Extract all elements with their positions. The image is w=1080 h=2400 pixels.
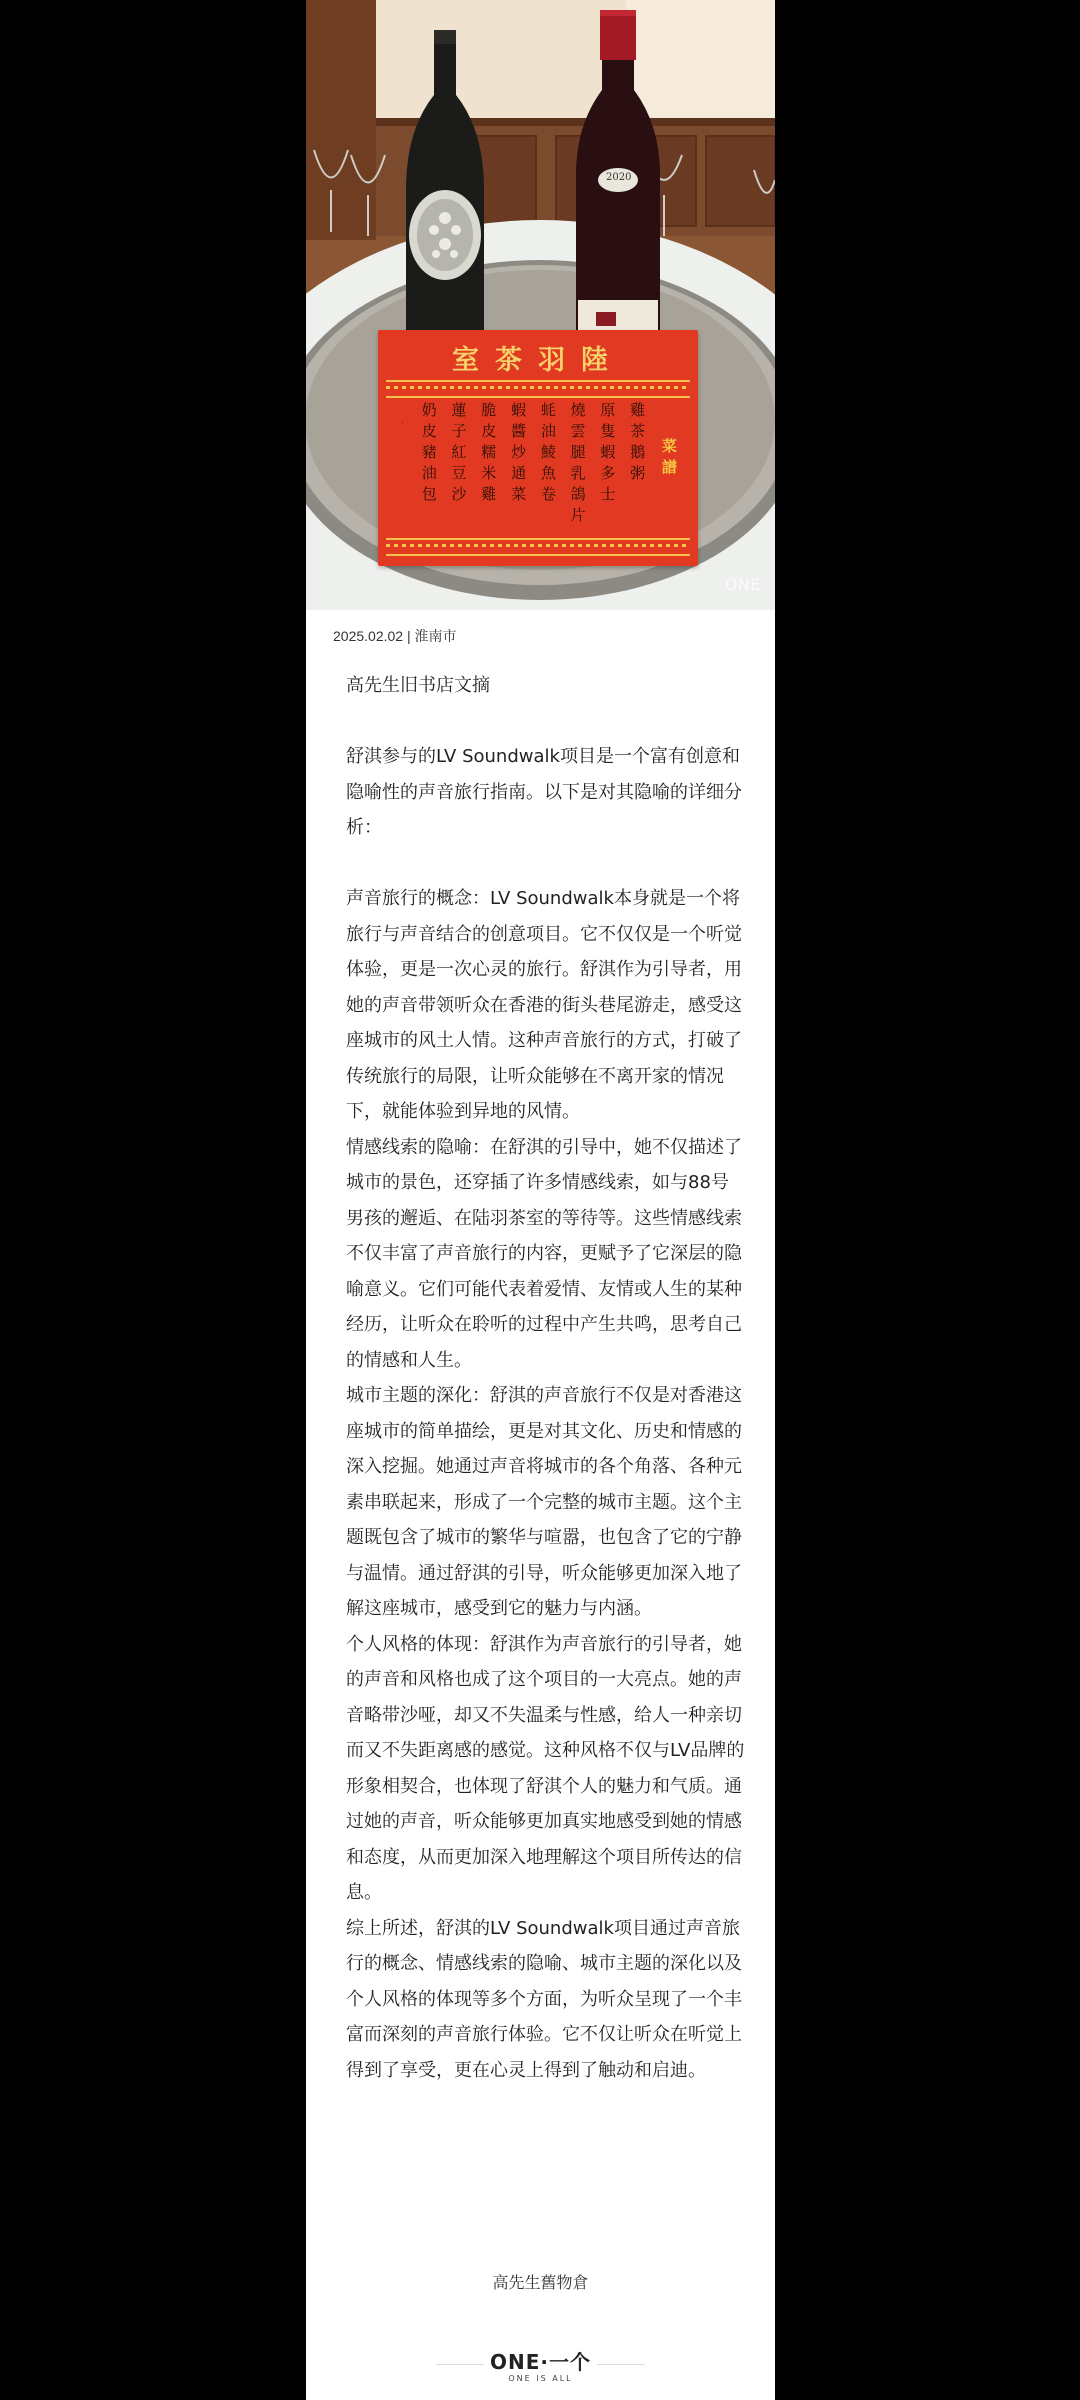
menu-item: 蓮子紅豆沙	[449, 402, 468, 507]
paragraph-gap	[346, 846, 746, 882]
menu-item: 蝦醬炒通菜	[509, 402, 528, 507]
article-paragraph: 声音旅行的概念：LV Soundwalk本身就是一个将旅行与声音结合的创意项目。它不仅仅是一个听觉体验，更是一次心灵的旅行。舒淇作为引导者，用她的声音带领听众在香港的街头巷尾游走，感受这座城市的风土人情。这种声音旅行的方式，打破了传统旅行的局限，让听众能够在不离开家的情况下，就能体验到异地的风情。	[346, 888, 742, 1122]
article-paragraph: 城市主题的深化：舒淇的声音旅行不仅是对香港这座城市的简单描绘，更是对其文化、历史和情感的深入挖掘。她通过声音将城市的各个角落、各种元素串联起来，形成了一个完整的城市主题。这个主题既包含了城市的繁华与喧嚣，也包含了它的宁静与温情。通过舒淇的引导，听众能够更加深入地了解这座城市，感受到它的魅力与内涵。	[346, 1385, 742, 1619]
footer-brand	[306, 2340, 775, 2390]
article-paragraph: 个人风格的体现：舒淇作为声音旅行的引导者，她的声音和风格也成了这个项目的一大亮点。她的声音略带沙哑，却又不失温柔与性感，给人一种亲切而又不失距离感的感觉。这种风格不仅与LV品牌的形象相契合，也体现了舒淇个人的魅力和气质。通过她的声音，听众能够更加真实地感受到她的情感和态度，从而更加深入地理解这个项目所传达的信息。	[346, 1633, 745, 1903]
article-body	[346, 668, 746, 2088]
menu-border-bottom	[386, 538, 690, 556]
menu-card	[378, 330, 698, 566]
menu-item: 原隻蝦多士	[598, 402, 617, 507]
menu-item: 燒雲腿乳鴿片	[568, 402, 587, 528]
date-location: 2025.02.02 | 淮南市	[333, 628, 457, 644]
menu-item: 蚝油鯪魚卷	[538, 402, 557, 507]
menu-border-top	[386, 380, 690, 398]
article-photo[interactable]	[306, 0, 775, 610]
article-paragraph: 情感线索的隐喻：在舒淇的引导中，她不仅描述了城市的景色，还穿插了许多情感线索，如与88号男孩的邂逅、在陆羽茶室的等待等。这些情感线索不仅丰富了声音旅行的内容，更赋予了它深层的隐喻意义。它们可能代表着爱情、友情或人生的某种经历，让听众在聆听的过程中产生共鸣，思考自己的情感和人生。	[346, 1136, 742, 1371]
paragraph-gap	[346, 704, 746, 740]
bottle-year-label: 2020	[606, 172, 632, 183]
menu-item: 脆皮糯米雞	[479, 402, 498, 507]
one-tagline: ONE IS ALL	[508, 2374, 573, 2383]
footer-divider-right	[597, 2364, 645, 2365]
menu-body	[398, 402, 680, 528]
menu-label: 菜譜	[659, 438, 678, 480]
photo-watermark: ONE	[724, 575, 761, 594]
card-page	[306, 0, 775, 2400]
one-logo: ONE·一个	[490, 2350, 591, 2374]
article-heading: 高先生旧书店文摘	[346, 675, 490, 696]
article-paragraph: 综上所述，舒淇的LV Soundwalk项目通过声音旅行的概念、情感线索的隐喻、城市主题的深化以及个人风格的体现等多个方面，为听众呈现了一个丰富而深刻的声音旅行体验。它不仅让听众在听觉上得到了享受，更在心灵上得到了触动和启迪。	[346, 1917, 742, 2081]
menu-title: 陸羽茶室	[452, 345, 624, 376]
article-signature: 高先生舊物倉	[492, 2273, 589, 2292]
menu-item: 奶皮豬油包	[419, 402, 438, 507]
menu-signature-mark: ·	[398, 422, 406, 426]
article-paragraph: 舒淇参与的LV Soundwalk项目是一个富有创意和隐喻性的声音旅行指南。以下是对其隐喻的详细分析：	[346, 746, 742, 838]
menu-item: 雞茶鵝粥	[628, 402, 647, 486]
